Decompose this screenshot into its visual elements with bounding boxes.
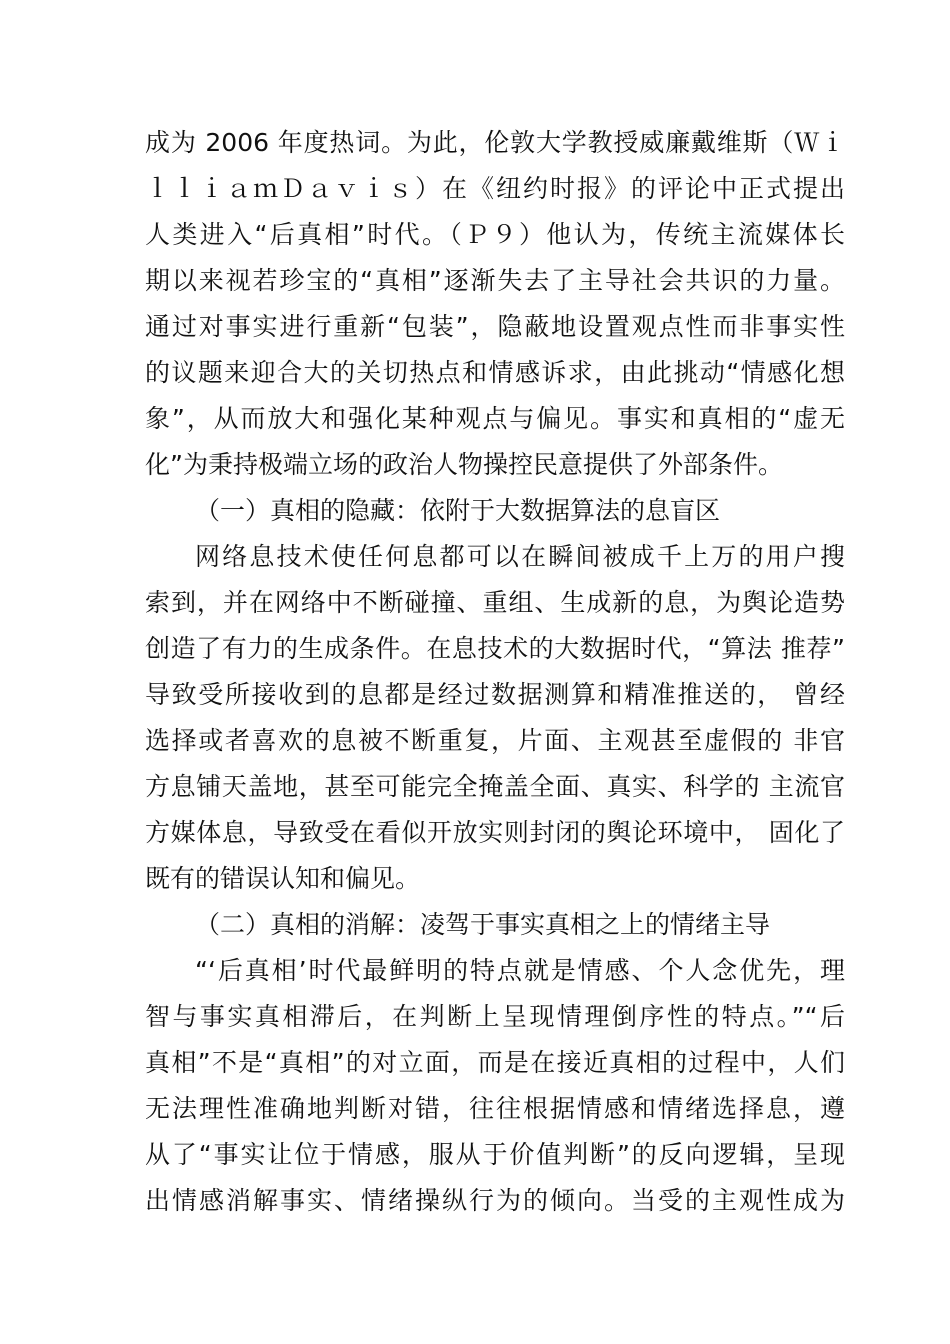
body-text-line: 方息铺天盖地，甚至可能完全掩盖全面、真实、科学的 主流官	[145, 772, 845, 801]
body-text-line: ｌｌｉａｍＤａｖｉｓ）在《纽约时报》的评论中正式提出	[145, 174, 845, 203]
body-text-line: 导致受所接收到的息都是经过数据测算和精准推送的， 曾经	[145, 680, 845, 709]
body-text-line: 创造了有力的生成条件。在息技术的大数据时代，“算法 推荐”	[145, 634, 845, 663]
body-text-line: 成为 2006 年度热词。为此，伦敦大学教授威廉戴维斯（Ｗｉ	[145, 128, 845, 157]
section-heading-1: （一）真相的隐藏：依附于大数据算法的息盲区	[195, 496, 721, 525]
body-text-line: 方媒体息，导致受在看似开放实则封闭的舆论环境中， 固化了	[145, 818, 845, 847]
body-text-line: 化”为秉持极端立场的政治人物操控民意提供了外部条件。	[145, 450, 783, 479]
body-text-line: 通过对事实进行重新“包装”，隐蔽地设置观点性而非事实性	[145, 312, 845, 341]
body-text-line: 象”，从而放大和强化某种观点与偏见。事实和真相的“虚无	[145, 404, 845, 433]
body-text-line: 无法理性准确地判断对错，往往根据情感和情绪选择息，遵	[145, 1094, 845, 1123]
body-text-line: 的议题来迎合大的关切热点和情感诉求，由此挑动“情感化想	[145, 358, 845, 387]
body-text-line: 真相”不是“真相”的对立面，而是在接近真相的过程中，人们	[145, 1048, 845, 1077]
body-text-line: 从了“事实让位于情感，服从于价值判断”的反向逻辑，呈现	[145, 1140, 845, 1169]
body-text-line: 选择或者喜欢的息被不断重复，片面、主观甚至虚假的 非官	[145, 726, 845, 755]
body-text-line: 索到，并在网络中不断碰撞、重组、生成新的息，为舆论造势	[145, 588, 845, 617]
body-text-line: 出情感消解事实、情绪操纵行为的倾向。当受的主观性成为	[145, 1186, 845, 1215]
body-text-line: 期以来视若珍宝的“真相”逐渐失去了主导社会共识的力量。	[145, 266, 845, 295]
section-heading-2: （二）真相的消解：凌驾于事实真相之上的情绪主导	[195, 910, 771, 939]
body-text-line: “‘后真相’时代最鲜明的特点就是情感、个人念优先，理	[195, 956, 845, 985]
body-text-line: 人类进入“后真相”时代。（Ｐ９）他认为，传统主流媒体长	[145, 220, 845, 249]
body-text-line: 网络息技术使任何息都可以在瞬间被成千上万的用户搜	[195, 542, 845, 571]
body-text-line: 既有的错误认知和偏见。	[145, 864, 421, 893]
body-text-line: 智与事实真相滞后，在判断上呈现情理倒序性的特点。”“后	[145, 1002, 845, 1031]
